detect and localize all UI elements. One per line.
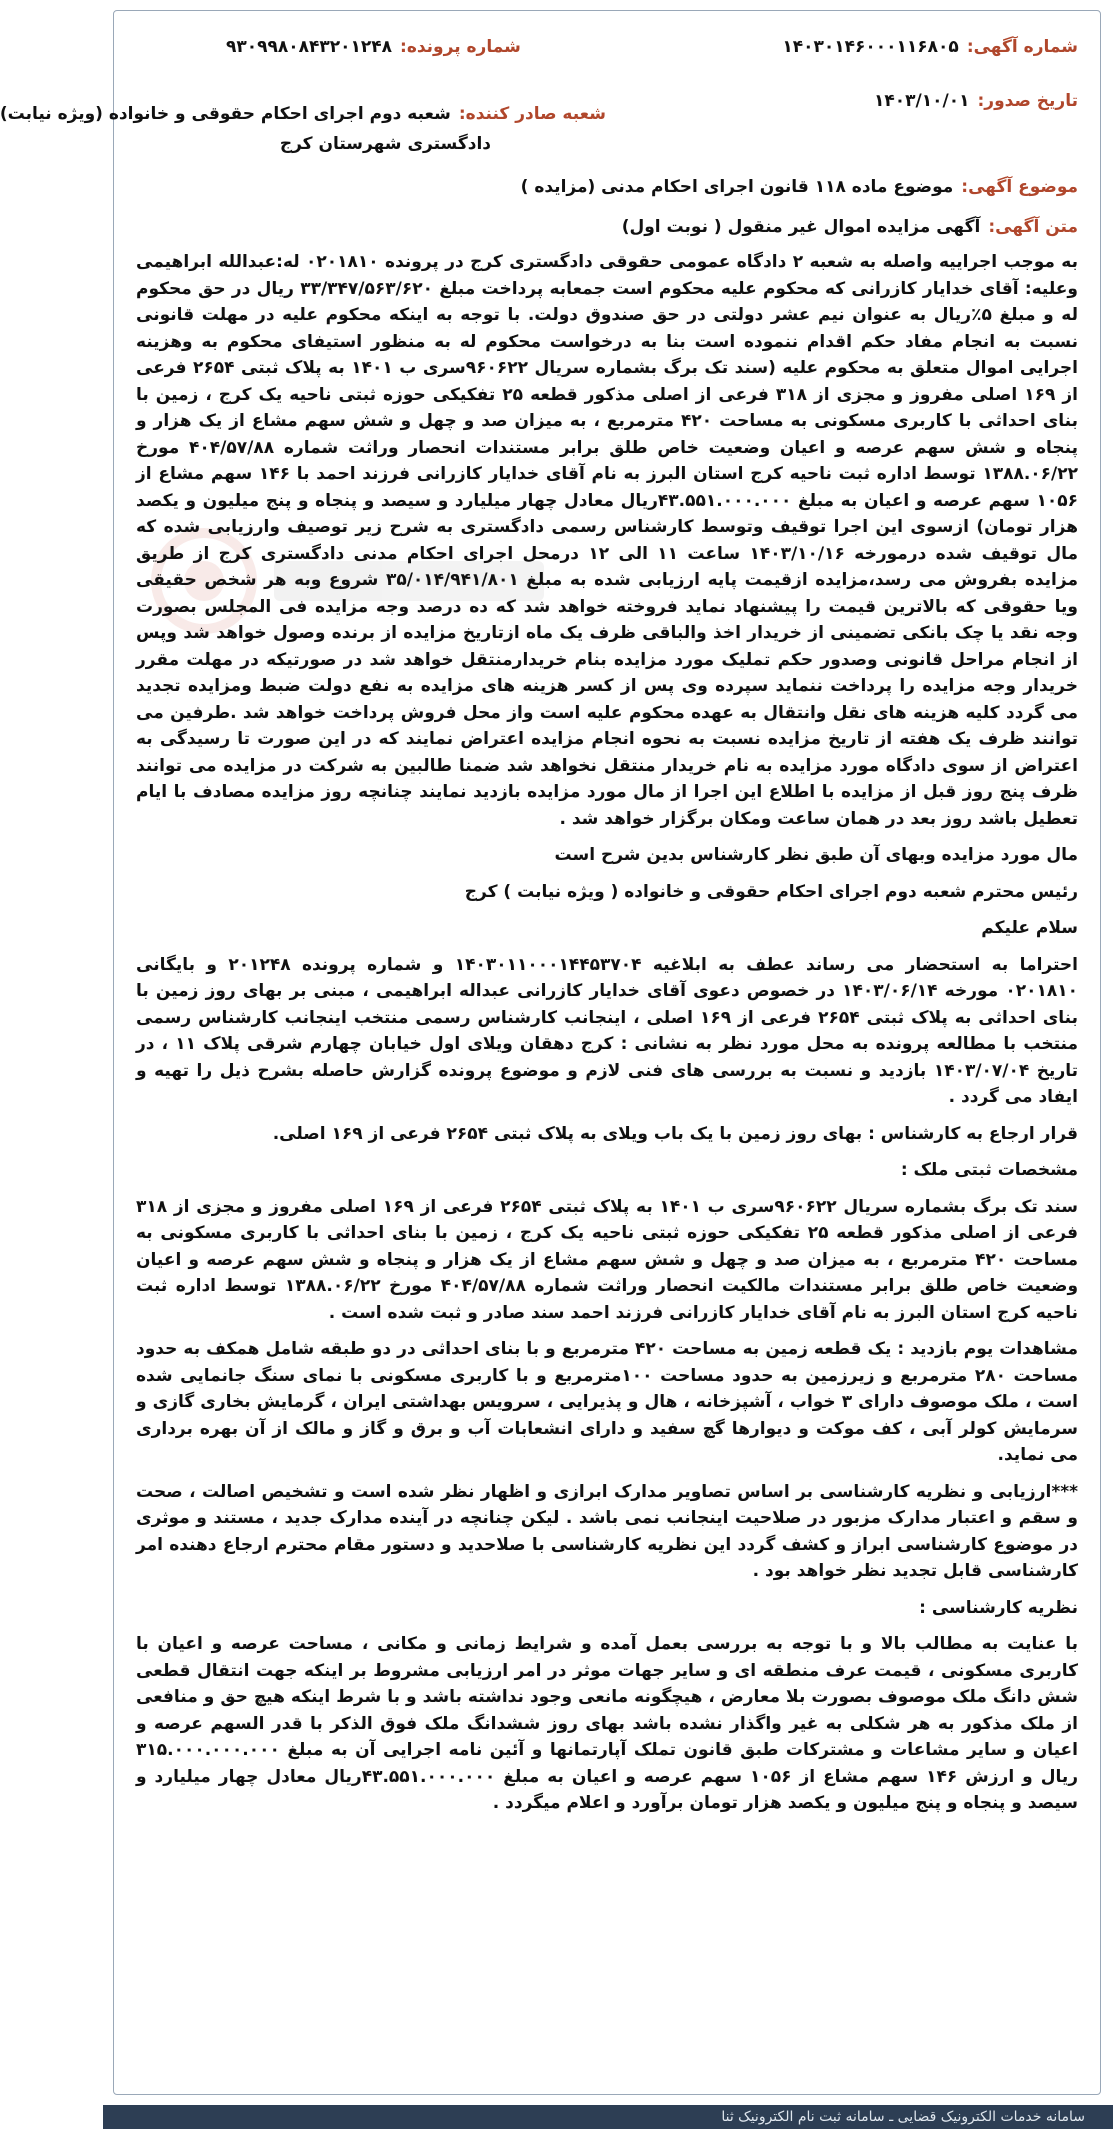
notice-number-value: ۱۴۰۳۰۱۴۶۰۰۰۱۱۶۸۰۵ <box>782 37 959 57</box>
notice-text-value: آگهی مزایده اموال غیر منقول ( نوبت اول) <box>621 217 981 237</box>
case-number-value: ۹۳۰۹۹۸۰۸۴۳۲۰۱۲۴۸ <box>226 37 393 57</box>
body-paragraph-main: به موجب اجراییه واصله به شعبه ۲ دادگاه عمومی حقوقی دادگستری کرج در پرونده ۰۲۰۱۸۱۰ له:عبدالله ابراهیمی وعلیه: آقای خدایار کازرانی که محکوم علیه محکوم است جمعابه پرداخت مبلغ ۳۳/۳۴۷/۵۶۳/۶۲۰ ریال در حق محکوم له و مبلغ ۵٪ریال به عنوان نیم عشر دولتی در حق صندوق دولت. با توجه به اینکه محکوم علیه در مهلت قانونی نسبت به انجام مفاد حکم اقدام ننموده است بنا به درخواست محکوم له به منظور استیفای محکوم به وهزینه اجرایی اموال متعلق به محکوم علیه (سند تک برگ بشماره سریال ۹۶۰۶۲۲سری ب ۱۴۰۱ به پلاک ثبتی ۲۶۵۴ فرعی از ۱۶۹ اصلی مفروز و مجزی از ۳۱۸ فرعی از اصلی مذکور قطعه ۲۵ تفکیکی حوزه ثبتی ناحیه یک کرج ، زمین با بنای احداثی با کاربری مسکونی به مساحت ۴۲۰ مترمربع ، به میزان صد و چهل و شش سهم مشاع از یک هزار و پنجاه و شش سهم عرصه و اعیان وضعیت خاص طلق برابر مستندات انحصار وراثت شماره ۴۰۴/۵۷/۸۸ مورخ ۱۳۸۸.۰۶/۲۲ توسط اداره ثبت ناحیه کرج استان البرز به نام آقای خدایار کازرانی فرزند احمد با ۱۴۶ سهم مشاع از ۱۰۵۶ سهم عرصه و اعیان به مبلغ ۴۳.۵۵۱.۰۰۰.۰۰۰ریال معادل چهار میلیارد و سیصد و پنجاه و پنج میلیون و یکصد هزار تومان) ازسوی این اجرا توقیف وتوسط کارشناس رسمی دادگستری به شرح زیر توصیف وارزیابی شده که مال توقیف شده درمورخه ۱۴۰۳/۱۰/۱۶ ساعت ۱۱ الی ۱۲ درمحل اجرای احکام مدنی دادگستری کرج از طریق مزایده بفروش می رسد،مزایده ازقیمت پایه ارزیابی شده به مبلغ ۳۵/۰۱۴/۹۴۱/۸۰۱ شروع وبه هر شخص حقیقی ویا حقوقی که بالاترین قیمت را پیشنهاد نماید فروخته خواهد شد که ده درصد وجه مزایده فی المجلس بصورت وجه نقد یا چک بانکی تضمینی از خریدار اخذ والباقی ظرف یک ماه ازتاریخ مزایده از برنده وصول خواهد شد وپس از انجام مراحل قانونی وصدور حکم تملیک مورد مزایده بنام خریدارمنتقل خواهد شد در صورتیکه در مهلت مقرر خریدار وجه مزایده را پرداخت ننماید سپرده وی پس از کسر هزینه های مزایده به نفع دولت ضبط ومزایده تجدید می گردد کلیه هزینه های نقل وانتقال به عهده محکوم علیه است واز محل فروش پرداخت خواهد شد .طرفین می توانند ظرف یک هفته از تاریخ مزایده نسبت به نحوه انجام مزایده اعتراض نمایند که در این صورت تا رسیدگی به اعتراض از سوی دادگاه مورد مزایده به نام خریدار منتقل نخواهد شد ضمنا طالبین به شرکت در مزایده می توانند ظرف پنج روز قبل از مزایده با اطلاع این اجرا از مال مورد مزایده بازدید نمایند چنانچه روز مزایده مصادف با ایام تعطیل باشد روز بعد در همان ساعت ومکان برگزار خواهد شد . <box>136 252 1078 829</box>
issue-date <box>874 91 1078 111</box>
issuer-label: شعبه صادر کننده: <box>458 104 606 124</box>
body-paragraph-registry: سند تک برگ بشماره سریال ۹۶۰۶۲۲سری ب ۱۴۰۱ به پلاک ثبتی ۲۶۵۴ فرعی از ۱۶۹ اصلی مفروز و مجزی از ۳۱۸ فرعی از اصلی مذکور قطعه ۲۵ تفکیکی حوزه ثبتی ناحیه یک کرج ، زمین با بنای احداثی با کاربری مسکونی به مساحت ۴۲۰ مترمربع ، به میزان صد و چهل و شش سهم مشاع از یک هزار و پنجاه و شش سهم عرصه و اعیان وضعیت خاص طلق برابر مستندات مالکیت انحصار وراثت شماره ۴۰۴/۵۷/۸۸ مورخ ۱۳۸۸.۰۶/۲۲ توسط اداره ثبت ناحیه کرج استان البرز به نام آقای خدایار کازرانی فرزند احمد سند صادر و ثبت شده است . <box>136 1196 1079 1323</box>
notice-page <box>0 10 1101 2095</box>
issuer-line1: شعبه دوم اجرای احکام حقوقی و خانواده (ویژه نیابت) <box>0 104 451 124</box>
body-paragraph-referral: قرار ارجاع به کارشناس : بهای روز زمین با یک باب ویلای به پلاک ثبتی ۲۶۵۴ فرعی از ۱۶۹ اصلی. <box>272 1123 1078 1144</box>
body-paragraph-registry-heading: مشخصات ثبتی ملک : <box>900 1160 1078 1180</box>
notice-body <box>136 249 1078 1827</box>
footer-bar <box>103 2105 1113 2129</box>
body-paragraph-item-heading: مال مورد مزایده وبهای آن طبق نظر کارشناس بدین شرح است <box>554 845 1078 865</box>
issuer-line2: دادگستری شهرستان کرج <box>279 134 491 154</box>
case-number <box>226 37 521 57</box>
notice-header <box>0 29 1078 169</box>
notice-number-label: شماره آگهی: <box>966 37 1078 57</box>
subject-value: موضوع ماده ۱۱۸ قانون اجرای احکام مدنی (مزایده ) <box>520 177 954 197</box>
issuer-block <box>0 99 606 159</box>
notice-number <box>782 37 1078 57</box>
footer-text: سامانه خدمات الکترونیک قضایی ـ سامانه ثبت نام الکترونیک ثنا <box>721 2109 1085 2125</box>
body-paragraph-opinion-heading: نظریه کارشناسی : <box>919 1597 1078 1618</box>
body-paragraph-disclaimer: ***ارزیابی و نظریه کارشناسی بر اساس تصاویر مدارک ابرازی و اظهار نظر شده است و تشخیص اصالت ، صحت و سقم و اعتبار مدارک مزبور در صلاحیت اینجانب نمی باشد . لیکن چنانچه در آینده مدارک جدید ، مستند و موثری در موضوع کارشناسی ابراز و کشف گردد این نظریه کارشناسی با صلاحدید و دستور مقام محترم ارجاع دهنده امر کارشناسی قابل تجدید نظر خواهد بود . <box>136 1481 1078 1581</box>
issue-date-label: تاریخ صدور: <box>977 91 1078 111</box>
body-paragraph-greeting: سلام علیکم <box>981 918 1078 938</box>
body-paragraph-addressee: رئیس محترم شعبه دوم اجرای احکام حقوقی و خانواده ( ویژه نیابت ) کرج <box>464 881 1078 902</box>
body-paragraph-observations: مشاهدات یوم بازدید : یک قطعه زمین به مساحت ۴۲۰ مترمربع و با بنای احداثی در دو طبقه شامل همکف به حدود مساحت ۲۸۰ مترمربع و زیرزمین به حدود مساحت ۱۰۰مترمربع و با کاربری مسکونی با نمای سنگ جانمایی شده است ، ملک موصوف دارای ۳ خواب ، آشپزخانه ، هال و پذیرایی ، سرویس بهداشتی ایران ، گرمایش بخاری گازی و سرمایش کولر آبی ، کف موکت و دیوارها گچ سفید و دارای انشعابات آب و برق و گاز و مالک از آن بهره برداری می نماید. <box>136 1339 1078 1465</box>
body-paragraph-opinion: با عنایت به مطالب بالا و با توجه به بررسی بعمل آمده و شرایط زمانی و مکانی ، مساحت عرصه و اعیان با کاربری مسکونی ، قیمت عرف منطقه ای و سایر جهات موثر در امر ارزیابی مشروط بر اینکه جهت انتقال قطعی شش دانگ ملک موصوف بصورت بلا معارض ، هیچگونه مانعی وجود نداشته باشد و با شرط اینکه هیچ حق و منافعی از ملک مذکور به هر شکلی به غیر واگذار نشده باشد بهای روز ششدانگ ملک فوق الذکر با قدر السهم عرصه و اعیان و سایر مشاعات و مشترکات طبق قانون تملک آپارتمانها و آئین نامه اجرایی آن به مبلغ ۳۱۵.۰۰۰.۰۰۰.۰۰۰ ریال و ارزش ۱۴۶ سهم مشاع از ۱۰۵۶ سهم عرصه و اعیان به مبلغ ۴۳.۵۵۱.۰۰۰.۰۰۰ریال معادل چهار میلیارد و سیصد و پنجاه و پنج میلیون و یکصد هزار تومان برآورد و اعلام میگردد . <box>136 1634 1079 1813</box>
notice-title <box>622 217 1078 237</box>
notice-text-label: متن آگهی: <box>988 217 1078 237</box>
issue-date-value: ۱۴۰۳/۱۰/۰۱ <box>874 91 970 111</box>
subject-label: موضوع آگهی: <box>961 177 1078 197</box>
notice-subject <box>521 177 1078 197</box>
body-paragraph-intro: احتراما به استحضار می رساند عطف به ابلاغیه ۱۴۰۳۰۱۱۰۰۰۱۴۴۵۳۷۰۴ و شماره پرونده ۲۰۱۲۴۸ و بایگانی ۰۲۰۱۸۱۰ مورخه ۱۴۰۳/۰۶/۱۴ در خصوص دعوی آقای خدایار کازرانی عبداله ابراهیمی ، مبنی بر بهای روز زمین با بنای احداثی به پلاک ثبتی ۲۶۵۴ فرعی از ۱۶۹ اصلی ، اینجانب کارشناس رسمی منتخب اینجانب کارشناس رسمی منتخب با مطالعه پرونده به محل مورد نظر به نشانی : کرج دهقان ویلای اول خیابان چهارم شرقی پلاک ۱۱ ، در تاریخ ۱۴۰۳/۰۷/۰۴ بازدید و نسبت به بررسی های فنی لازم و موضوع پرونده گزارش حاصله بشرح ذیل را تهیه و ایفاد می گردد . <box>136 954 1079 1107</box>
case-number-label: شماره پرونده: <box>400 37 521 57</box>
